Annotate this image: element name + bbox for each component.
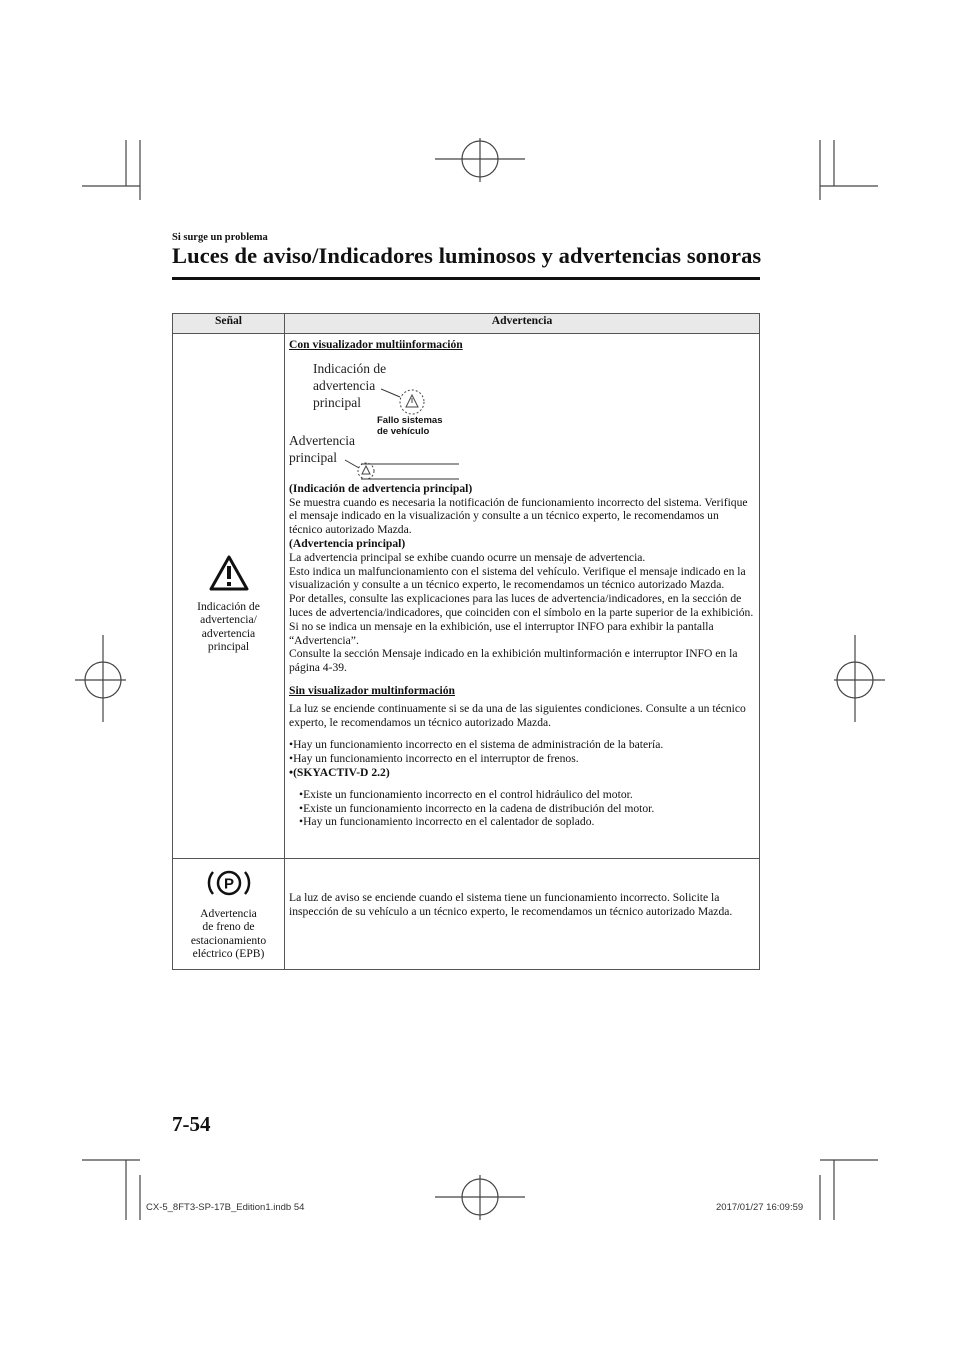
signal-label-line: principal: [207, 640, 250, 654]
diagram-label-line: principal: [289, 449, 337, 465]
parking-brake-p-icon: [205, 867, 253, 899]
footer-timestamp: 2017/01/27 16:09:59: [716, 1202, 804, 1213]
section-label: Si surge un problema: [172, 232, 268, 243]
screen-message-line: de vehículo: [377, 425, 430, 437]
list-item: • (SKYACTIV-D 2.2): [289, 766, 754, 780]
warning-cell: [285, 859, 760, 970]
indication-text: Se muestra cuando es necesaria la notificación de funcionamiento incorrecto del sistema. Verifique el mensaje indicado en la visualización y consulte a un técnico experto, le recomendamos un técnico autorizado Mazda.: [289, 495, 748, 537]
indication-heading: (Indicación de advertencia principal): [289, 481, 473, 495]
table-header-row: [173, 314, 760, 334]
list-item: • Hay un funcionamiento incorrecto en el calentador de soplado.: [299, 815, 754, 829]
signal-label: [173, 600, 284, 654]
parking-brake-glyph: P: [223, 875, 234, 893]
main-warning-text: Si no se indica un mensaje en la exhibición, use el interruptor INFO para exhibir la pantalla “Advertencia”.: [289, 619, 714, 647]
diagram-label-line: advertencia: [313, 377, 376, 393]
condition-list: [289, 738, 754, 779]
main-warning-text: La advertencia principal se exhibe cuando ocurre un mensaje de advertencia.: [289, 550, 646, 564]
signal-label-line: eléctrico (EPB): [192, 947, 265, 961]
signal-label-line: Advertencia: [200, 906, 257, 920]
sub-condition-list: [289, 788, 754, 832]
main-warning-text: Consulte la sección Mensaje indicado en la exhibición multinformación e interruptor INFO en la página 4-39.: [289, 647, 738, 675]
table-row: [173, 859, 760, 970]
with-display-heading: Con visualizador multiinformación: [289, 338, 463, 351]
warning-table: [172, 313, 760, 970]
main-warning-text: Por detalles, consulte las explicaciones para las luces de advertencia/indicadores, en la sección de luces de advertencia/indicadores, que coinciden con el símbolo en la parte superior de la exhibición.: [289, 592, 754, 619]
list-item: • Hay un funcionamiento incorrecto en el sistema de administración de la batería.: [289, 738, 754, 752]
warning-cell: [285, 334, 760, 859]
diagram-label-line: Indicación de: [313, 360, 387, 376]
title-rule: [172, 277, 760, 280]
signal-label-line: Indicación de: [197, 599, 260, 613]
list-item: • Hay un funcionamiento incorrecto en el interruptor de frenos.: [289, 752, 754, 766]
signal-label-line: advertencia/: [200, 613, 257, 627]
epb-warning-text: La luz de aviso se enciende cuando el sistema tiene un funcionamiento incorrecto. Solicite la inspección de su vehículo a un técnico experto, le recomendamos un técnico autorizado Mazda.: [289, 891, 733, 918]
list-item: • Existe un funcionamiento incorrecto en la cadena de distribución del motor.: [299, 802, 754, 816]
signal-label-line: estacionamiento: [190, 933, 267, 947]
signal-label-line: de freno de: [202, 920, 255, 934]
signal-icon-wrap: [173, 554, 284, 596]
page-number: 7-54: [172, 1112, 211, 1136]
col-warning-header: Advertencia: [285, 314, 760, 334]
signal-label-line: advertencia: [201, 626, 256, 640]
main-warning-text: Esto indica un malfuncionamiento con el sistema del vehículo. Verifique el mensaje indicado en la visualización y consulte a un técnico experto, le recomendamos un técnico autorizado Mazda.: [289, 564, 746, 592]
col-signal-header: Señal: [173, 314, 285, 334]
screen-message: [377, 415, 442, 437]
footer-file-info: CX-5_8FT3-SP-17B_Edition1.indb 54: [146, 1202, 305, 1213]
display-diagram: [289, 352, 754, 482]
signal-label: [173, 907, 284, 961]
diagram-label-line: principal: [313, 394, 361, 410]
main-warning-heading: (Advertencia principal): [289, 536, 406, 550]
without-display-heading: Sin visualizador multinformación: [289, 683, 455, 697]
diagram-label-line: Advertencia: [289, 432, 355, 448]
screen-message-line: Fallo sistemas: [377, 414, 443, 426]
warning-triangle-icon: [208, 554, 250, 592]
signal-cell: [173, 859, 285, 970]
page-title: Luces de aviso/Indicadores luminosos y advertencias sonoras: [172, 243, 762, 268]
diagram-label-bottom: [289, 432, 355, 466]
signal-cell: [173, 334, 285, 859]
without-display-text: La luz se enciende continuamente si se da una de las siguientes condiciones. Consulte a un técnico experto, le recomendamos un técnico autorizado Mazda.: [289, 701, 746, 729]
list-item: • Existe un funcionamiento incorrecto en el control hidráulico del motor.: [299, 788, 754, 802]
table-row: [173, 334, 760, 859]
